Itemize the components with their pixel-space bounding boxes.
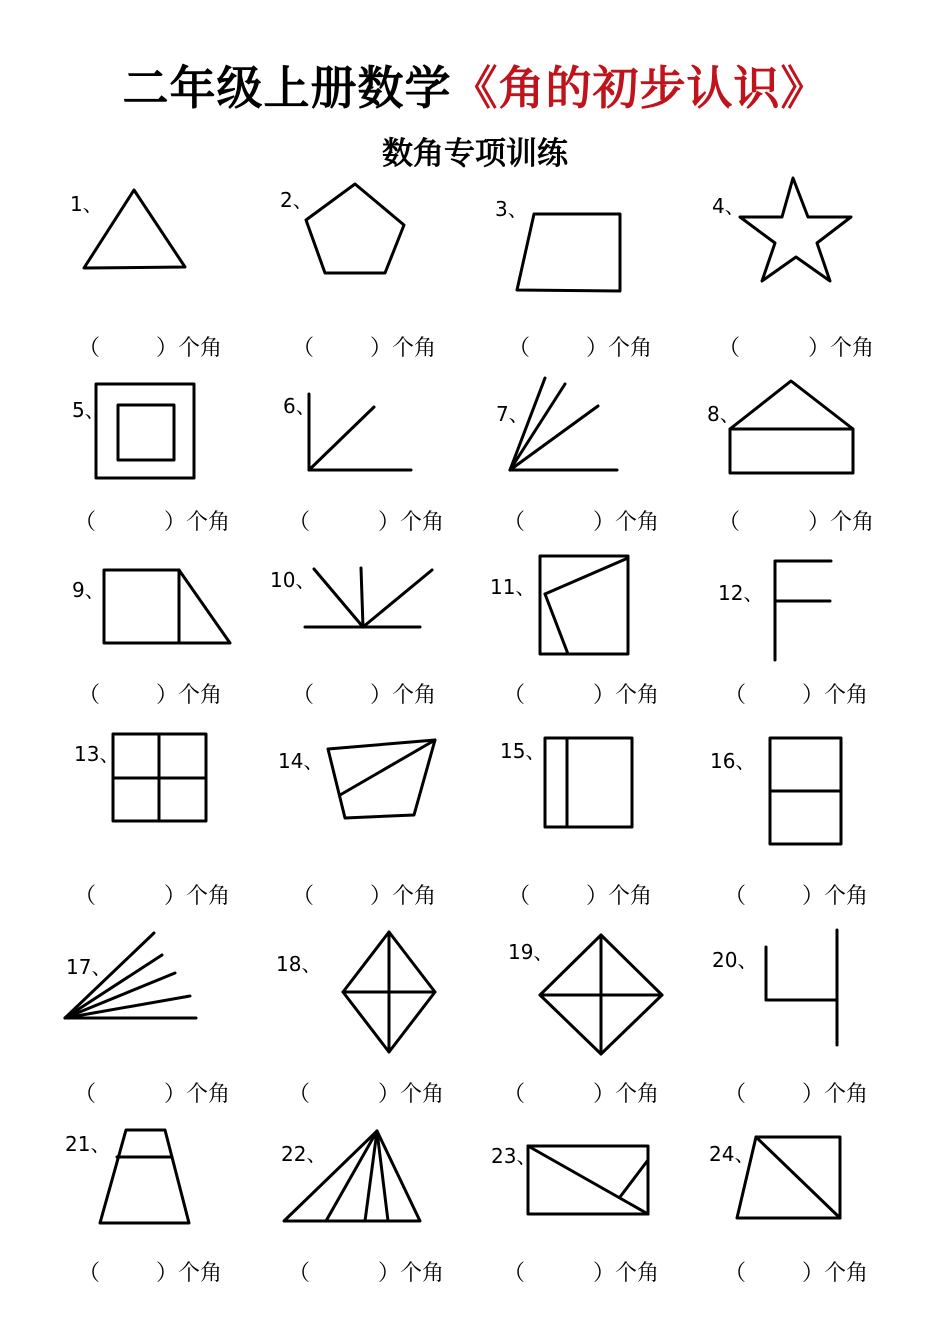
page-subtitle: 数角专项训练 bbox=[382, 136, 568, 172]
item-number-16: 16、 bbox=[710, 749, 756, 773]
answer-blank-21[interactable]: （ ）个角 bbox=[78, 1261, 223, 1286]
answer-blank-9[interactable]: （ ）个角 bbox=[78, 683, 223, 708]
answer-blank-5[interactable]: （ ）个角 bbox=[74, 510, 231, 535]
answer-blank-10[interactable]: （ ）个角 bbox=[292, 683, 437, 708]
title-highlight: 《角的初步认识》 bbox=[451, 61, 828, 115]
item-number-22: 22、 bbox=[281, 1142, 327, 1166]
item-number-4: 4、 bbox=[712, 194, 745, 218]
item-number-8: 8、 bbox=[707, 402, 740, 426]
item-number-24: 24、 bbox=[709, 1142, 755, 1166]
item-number-9: 9、 bbox=[72, 578, 105, 602]
item-number-1: 1、 bbox=[70, 192, 103, 216]
answer-blank-4[interactable]: （ ）个角 bbox=[718, 336, 875, 361]
answer-blank-1[interactable]: （ ）个角 bbox=[78, 336, 223, 361]
item-number-6: 6、 bbox=[283, 394, 316, 418]
item-number-21: 21、 bbox=[65, 1132, 111, 1156]
item-number-23: 23、 bbox=[491, 1144, 537, 1168]
answer-blank-3[interactable]: （ ）个角 bbox=[508, 336, 653, 361]
item-number-17: 17、 bbox=[66, 955, 112, 979]
item-number-13: 13、 bbox=[74, 742, 120, 766]
answer-blank-19[interactable]: （ ）个角 bbox=[503, 1082, 660, 1107]
answer-blank-7[interactable]: （ ）个角 bbox=[503, 510, 660, 535]
answer-blank-6[interactable]: （ ）个角 bbox=[288, 510, 445, 535]
answer-blank-16[interactable]: （ ）个角 bbox=[724, 884, 869, 909]
answer-blank-20[interactable]: （ ）个角 bbox=[724, 1082, 869, 1107]
item-number-10: 10、 bbox=[270, 568, 316, 592]
item-number-3: 3、 bbox=[495, 197, 528, 221]
item-number-14: 14、 bbox=[278, 749, 324, 773]
answer-blank-22[interactable]: （ ）个角 bbox=[288, 1261, 445, 1286]
answer-blank-2[interactable]: （ ）个角 bbox=[292, 336, 437, 361]
answer-blank-17[interactable]: （ ）个角 bbox=[74, 1082, 231, 1107]
answer-blank-11[interactable]: （ ）个角 bbox=[503, 683, 660, 708]
answer-blank-18[interactable]: （ ）个角 bbox=[288, 1082, 445, 1107]
item-number-12: 12、 bbox=[718, 581, 764, 605]
item-number-11: 11、 bbox=[490, 575, 536, 599]
item-number-19: 19、 bbox=[508, 940, 554, 964]
answer-blank-15[interactable]: （ ）个角 bbox=[508, 884, 653, 909]
answer-blank-8[interactable]: （ ）个角 bbox=[718, 510, 875, 535]
item-number-2: 2、 bbox=[280, 188, 313, 212]
answer-blank-24[interactable]: （ ）个角 bbox=[724, 1261, 869, 1286]
item-number-20: 20、 bbox=[712, 948, 758, 972]
answer-blank-14[interactable]: （ ）个角 bbox=[292, 884, 437, 909]
answer-blank-23[interactable]: （ ）个角 bbox=[503, 1261, 660, 1286]
item-number-18: 18、 bbox=[276, 952, 322, 976]
item-number-7: 7、 bbox=[496, 402, 529, 426]
answer-blank-13[interactable]: （ ）个角 bbox=[74, 884, 231, 909]
item-number-5: 5、 bbox=[72, 398, 105, 422]
answer-blank-12[interactable]: （ ）个角 bbox=[724, 683, 869, 708]
title-main: 二年级上册数学 bbox=[122, 61, 452, 115]
item-number-15: 15、 bbox=[500, 739, 546, 763]
